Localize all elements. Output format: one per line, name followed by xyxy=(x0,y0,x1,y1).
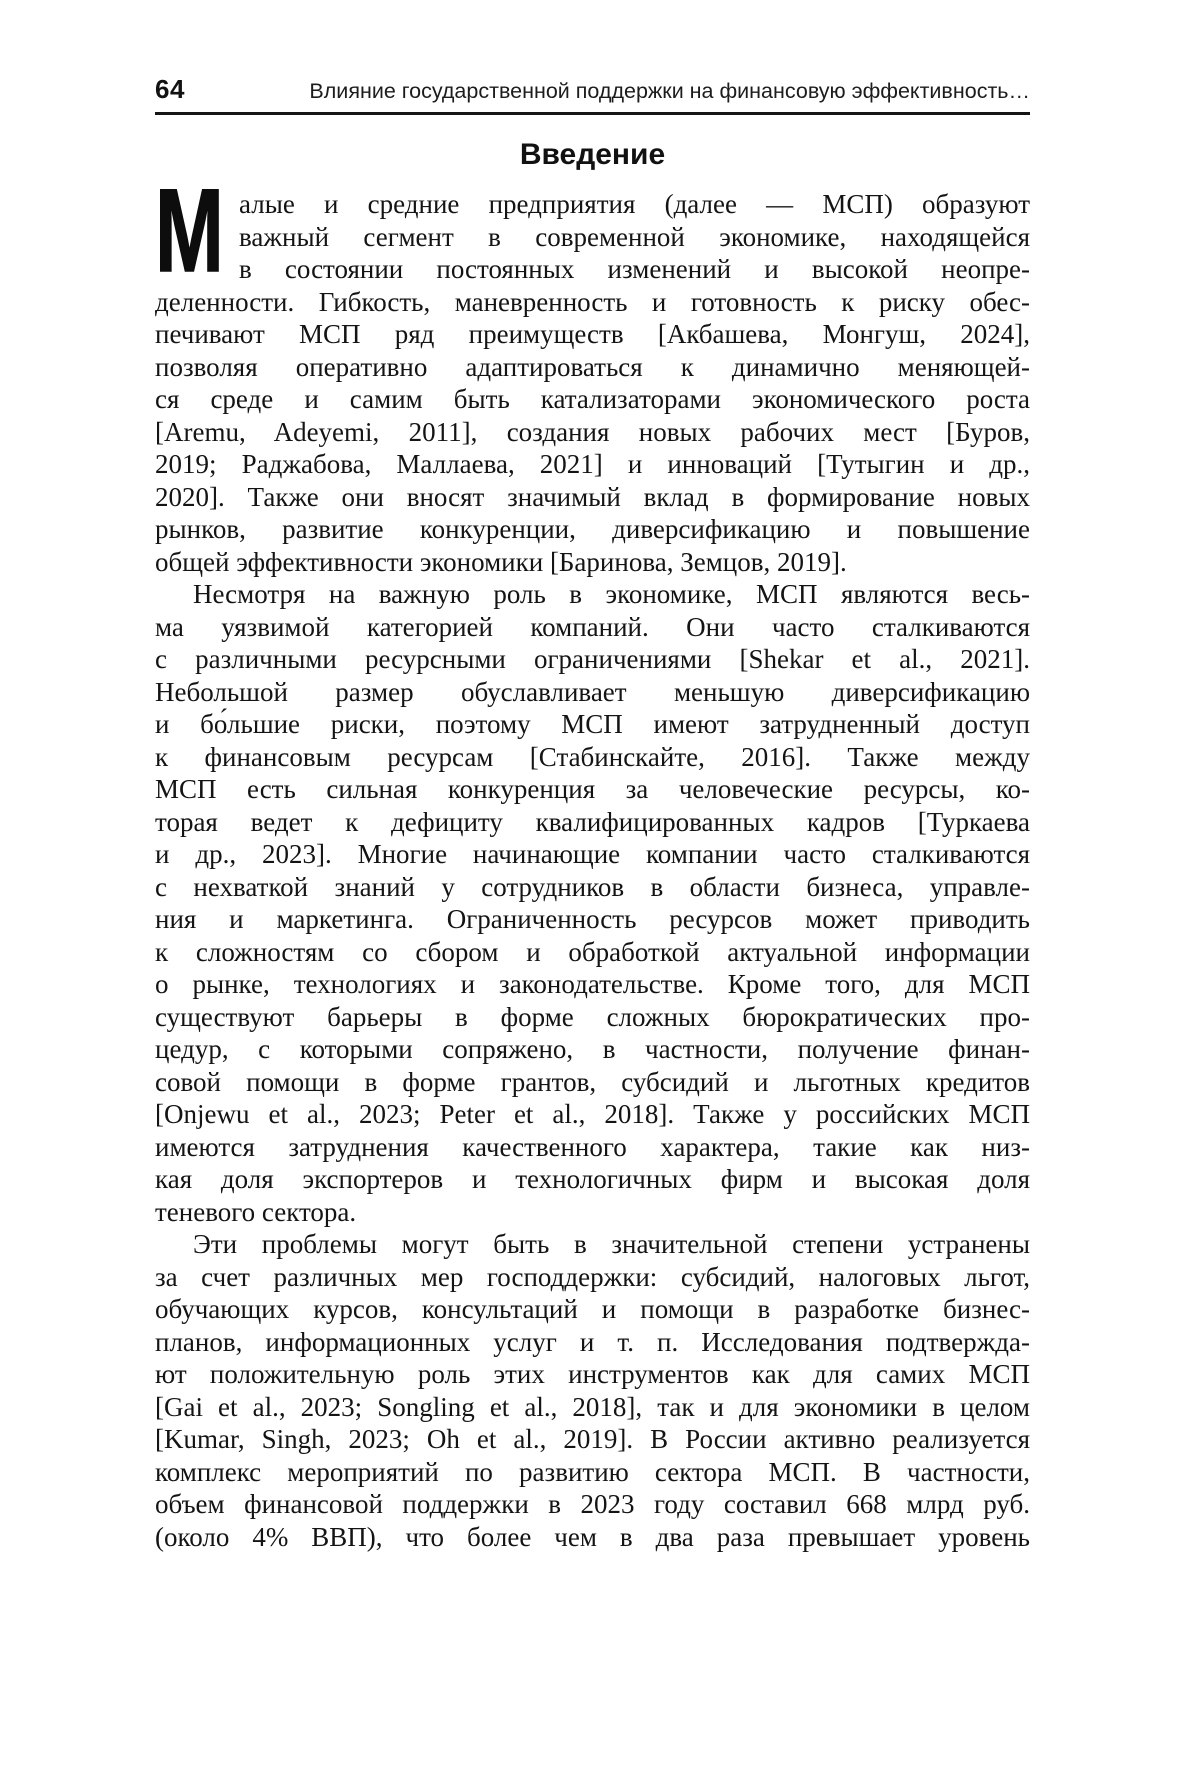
text-line: 2019; Раджабова, Маллаева, 2021] и инноваций [Тутыгин и др., xyxy=(155,449,1030,479)
text-line: деленности. Гибкость, маневренность и готовность к риску обес- xyxy=(155,286,1030,317)
text-line: с различными ресурсными ограничениями [Shekar et al., 2021]. xyxy=(155,644,1030,674)
text-line: печивают МСП ряд преимуществ [Акбашева, Монгуш, 2024], xyxy=(155,319,1030,349)
text-line: существуют барьеры в форме сложных бюрократических про- xyxy=(155,1001,1030,1032)
text-line: алые и средние предприятия (далее — МСП) образуют xyxy=(239,189,1030,219)
running-title: Влияние государственной поддержки на финансовую эффективность… xyxy=(309,79,1030,103)
text-line: важный сегмент в современной экономике, находящейся xyxy=(239,221,1030,252)
text-line: [Kumar, Singh, 2023; Oh et al., 2019]. В России активно реализуется xyxy=(155,1424,1030,1454)
text-line: Небольшой размер обуславливает меньшую диверсификацию xyxy=(155,676,1030,707)
header-rule xyxy=(155,112,1030,115)
page-header xyxy=(155,74,1030,105)
text-line: 2020]. Также они вносят значимый вклад в формирование новых xyxy=(155,481,1030,512)
text-line: теневого сектора. xyxy=(155,1196,357,1227)
body-text xyxy=(155,165,1030,1553)
drop-cap: М xyxy=(155,165,224,297)
text-line: совой помощи в форме грантов, субсидий и льготных кредитов xyxy=(155,1066,1030,1097)
page-number: 64 xyxy=(155,74,185,104)
text-line: рынков, развитие конкуренции, диверсификацию и повышение xyxy=(155,514,1030,544)
text-line: о рынке, технологиях и законодательстве. Кроме того, для МСП xyxy=(155,969,1030,999)
text-line: за счет различных мер господдержки: субсидий, налоговых льгот, xyxy=(155,1261,1030,1292)
text-line: ния и маркетинга. Ограниченность ресурсов может приводить xyxy=(155,904,1030,934)
text-line: позволяя оперативно адаптироваться к динамично меняющей- xyxy=(155,351,1030,382)
text-line: имеются затруднения качественного характера, такие как низ- xyxy=(155,1131,1030,1162)
text-line: планов, информационных услуг и т. п. Исследования подтвержда- xyxy=(155,1326,1030,1357)
paragraph xyxy=(155,165,1030,578)
text-line: с нехваткой знаний у сотрудников в области бизнеса, управле- xyxy=(155,871,1030,902)
text-line: (около 4% ВВП), что более чем в два раза превышает уровень xyxy=(155,1521,1030,1552)
text-line: цедур, с которыми сопряжено, в частности, получение финан- xyxy=(155,1034,1030,1064)
text-line: [Gai et al., 2023; Songling et al., 2018], так и для экономики в целом xyxy=(155,1391,1030,1422)
text-line: комплекс мероприятий по развитию сектора МСП. В частности, xyxy=(155,1456,1030,1487)
section-title: Введение xyxy=(519,138,666,171)
paragraph xyxy=(155,1228,1030,1553)
text-line: ма уязвимой категорией компаний. Они часто сталкиваются xyxy=(155,611,1030,642)
text-line: Несмотря на важную роль в экономике, МСП являются весь- xyxy=(193,579,1030,609)
text-line: МСП есть сильная конкуренция за человеческие ресурсы, ко- xyxy=(155,774,1030,804)
text-line: обучающих курсов, консультаций и помощи в разработке бизнес- xyxy=(155,1294,1030,1324)
text-line: торая ведет к дефициту квалифицированных кадров [Туркаева xyxy=(155,806,1030,837)
text-line: общей эффективности экономики [Баринова, Земцов, 2019]. xyxy=(155,546,847,577)
text-line: объем финансовой поддержки в 2023 году составил 668 млрд руб. xyxy=(155,1489,1030,1519)
text-line: [Onjewu et al., 2023; Peter et al., 2018]. Также у российских МСП xyxy=(155,1099,1030,1129)
text-line: ют положительную роль этих инструментов как для самих МСП xyxy=(155,1359,1030,1389)
text-line: в состоянии постоянных изменений и высокой неопре- xyxy=(239,254,1030,284)
text-line: к финансовым ресурсам [Стабинскайте, 2016]. Также между xyxy=(155,741,1030,772)
text-line: к сложностям со сбором и обработкой актуальной информации xyxy=(155,936,1030,967)
text-line: кая доля экспортеров и технологичных фирм и высокая доля xyxy=(155,1164,1030,1194)
text-line: и др., 2023]. Многие начинающие компании часто сталкиваются xyxy=(155,839,1030,869)
text-line: [Aremu, Adeyemi, 2011], создания новых рабочих мест [Буров, xyxy=(155,416,1030,447)
text-line: ся среде и самим быть катализаторами экономического роста xyxy=(155,384,1030,414)
text-line: и бо́льшие риски, поэтому МСП имеют затрудненный доступ xyxy=(155,709,1030,739)
paragraph xyxy=(155,578,1030,1228)
text-line: Эти проблемы могут быть в значительной степени устранены xyxy=(193,1229,1030,1259)
